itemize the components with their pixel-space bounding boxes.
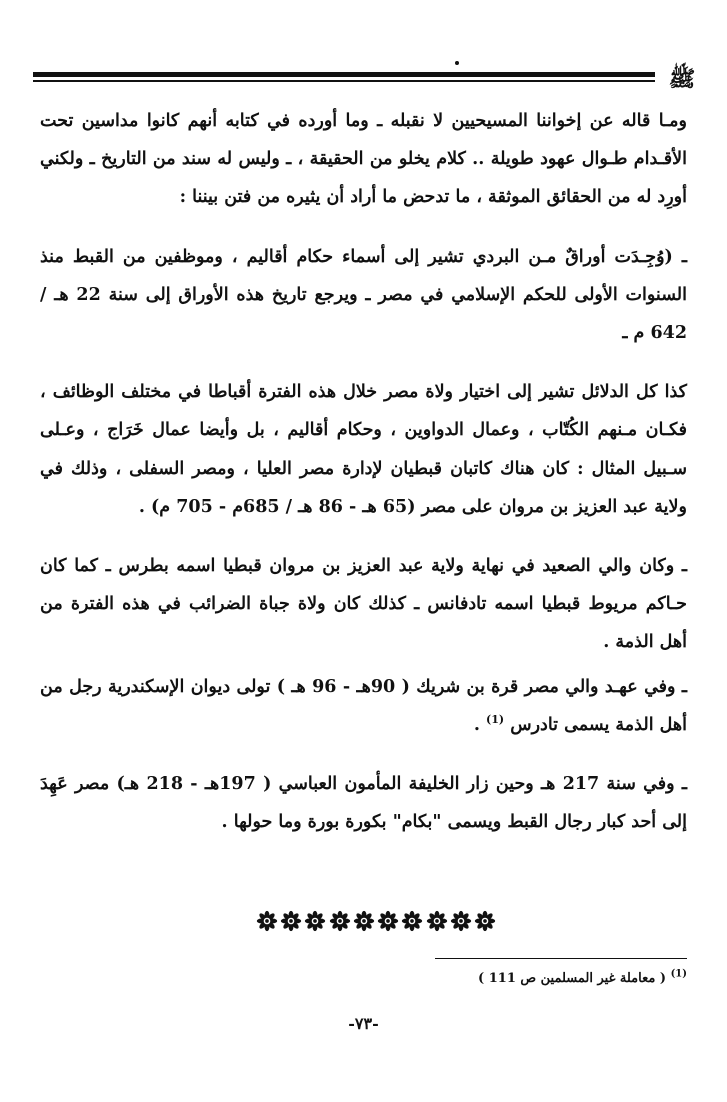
- paragraph-papyri: ـ (وُجِـدَت أوراقٌ مـن البردي تشير إلى أسماء حكام أقاليم ، وموظفين من القبط منذ السنوات الأولى للحكم الإسلامي في مصر ـ ويرجع تاريخ هذه الأوراق إلى سنة 22 هـ / 642 م ـ: [40, 246, 688, 344]
- paragraph-upper-egypt: ـ وكان والي الصعيد في نهاية ولاية عبد العزيز بن مروان قبطيا اسمه بطرس ـ كما كان حـاكم مريوط قبطيا اسمه تادفانس ـ كذلك كان ولاة جباة الضرائب في هذه الفترة من أهل الذمة .: [40, 556, 687, 653]
- flower-ornament-icon: [256, 910, 278, 932]
- paragraph-evidence: كذا كل الدلائل تشير إلى اختيار ولاة مصر خلال هذه الفترة أقباطا في مختلف الوظائف ، فكـان مـنهم الكُتّاب ، وعمال الدواوين ، وحكام أقاليم ، بل وأيضا عمال خَرَاج ، وعـلى سـبيل المثال : كان هناك كاتبان قبطيان لإدارة مصر العليا ، ومصر السفلى ، وذلك في ولاية عبد العزيز بن مروان على مصر (65 هـ - 86 هـ / 685م - 705 م) .: [40, 382, 687, 517]
- paragraph-qurra-text: ـ وفي عهـد والي مصر قرة بن شريك ( 90هـ - 96 هـ ) تولى ديوان الإسكندرية رجل من أهل الذمة يسمى تادرس: [40, 676, 687, 735]
- footnote-rule: [435, 958, 687, 959]
- paragraph-qurra: ـ وفي عهـد والي مصر قرة بن شريك ( 90هـ - 96 هـ ) تولى ديوان الإسكندرية رجل من أهل الذمة يسمى تادرس $^{(1)}$ .: [40, 676, 687, 735]
- calligraphic-ornament: ﷺ: [668, 66, 696, 92]
- footnote-reference: (1): [486, 713, 505, 727]
- footnote-text: ( معاملة غير المسلمين ص 111 ): [478, 971, 667, 986]
- header-rule-thick: [33, 72, 655, 77]
- header-rule-thin: [33, 80, 655, 82]
- flower-ornament-icon: [329, 910, 351, 932]
- flower-ornament-icon: [426, 910, 448, 932]
- flower-ornament-icon: [401, 910, 423, 932]
- flower-ornament-icon: [353, 910, 375, 932]
- flower-ornament-icon: [474, 910, 496, 932]
- section-ornament-row: [256, 906, 496, 936]
- body-text: [40, 102, 687, 841]
- flower-ornament-icon: [450, 910, 472, 932]
- footnote-marker: (1): [670, 968, 687, 980]
- paragraph-intro: ومـا قاله عن إخواننا المسيحيين لا نقبله ـ وما أورده في كتابه أنهم كانوا مداسين تحت الأقـدام طـوال عهود طويلة .. كلام يخلو من الحقيقة ، ـ وليس له سند من التاريخ ـ ولكني أورِد له من الحقائق الموثقة ، ما تدحض ما أراد أن يثيره من فتن بيننا :: [40, 111, 687, 208]
- flower-ornament-icon: [377, 910, 399, 932]
- footnote: [387, 964, 687, 994]
- paragraph-mamun: ـ وفي سنة 217 هـ وحين زار الخليفة المأمون العباسي ( 197هـ - 218 هـ) مصر عَهِدَ إلى أحد كبار رجال القبط ويسمى "بكام" بكورة بورة وما حولها .: [40, 774, 688, 833]
- page-number: -٧٣-: [348, 1014, 379, 1033]
- flower-ornament-icon: [280, 910, 302, 932]
- flower-ornament-icon: [304, 910, 326, 932]
- header-dot: [455, 61, 459, 65]
